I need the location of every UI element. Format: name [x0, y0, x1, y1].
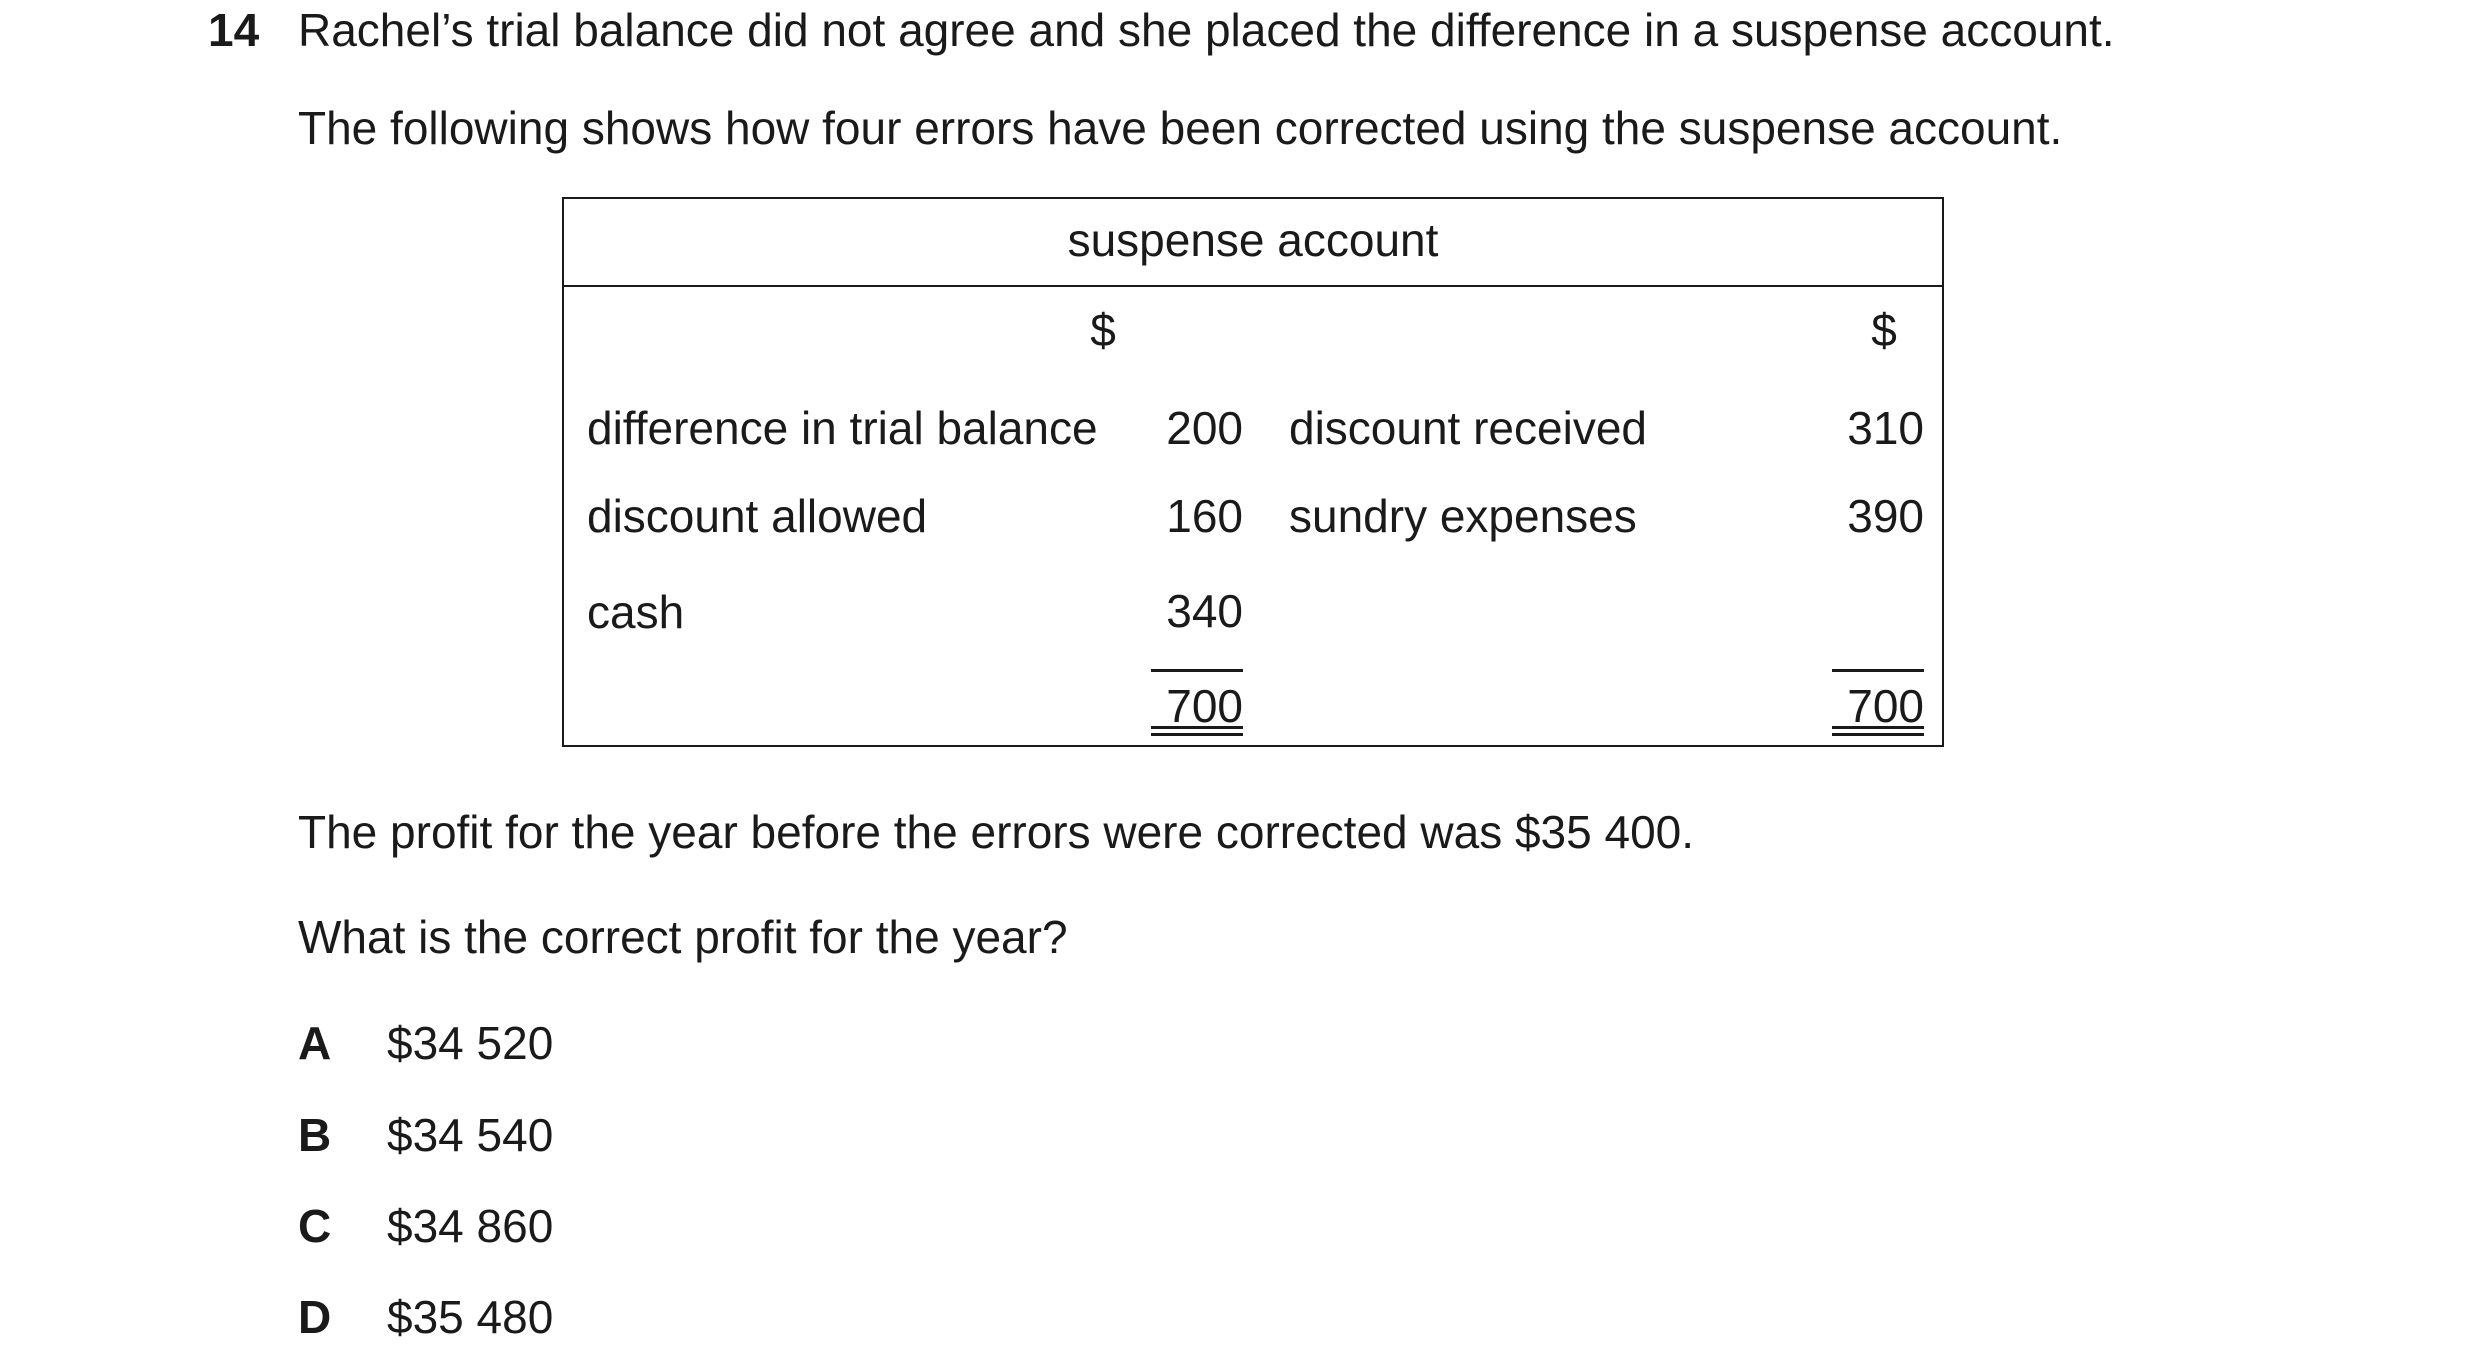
debit-total-rule	[1151, 669, 1243, 672]
debit-row-label: difference in trial balance	[587, 402, 1098, 454]
option-c-letter: C	[298, 1200, 332, 1252]
debit-row-label: cash	[587, 586, 685, 638]
debit-currency-label: $	[1090, 304, 1116, 356]
suspense-account-table	[562, 197, 1944, 747]
option-b-letter: B	[298, 1109, 332, 1161]
credit-total-rule	[1832, 669, 1924, 672]
credit-row-amount: 390	[1847, 490, 1924, 542]
credit-total: 700	[1847, 680, 1924, 732]
question-prompt: What is the correct profit for the year?	[298, 911, 1068, 963]
ledger-header	[564, 199, 1942, 287]
option-b-value: $34 540	[387, 1109, 554, 1161]
credit-currency-label: $	[1871, 304, 1897, 356]
option-c-value: $34 860	[387, 1200, 554, 1252]
question-number: 14	[208, 4, 260, 56]
credit-row-amount: 310	[1847, 402, 1924, 454]
option-a-letter: A	[298, 1017, 332, 1069]
question-intro: Rachel’s trial balance did not agree and she placed the difference in a suspense account.	[298, 4, 2115, 56]
debit-row-amount: 340	[1166, 585, 1243, 637]
credit-total-double-rule	[1832, 726, 1924, 736]
debit-row-label: discount allowed	[587, 490, 928, 542]
credit-row-label: discount received	[1289, 402, 1647, 454]
question-context: The following shows how four errors have been corrected using the suspense account.	[298, 102, 2063, 154]
ledger-title: suspense account	[1067, 214, 1439, 266]
profit-statement: The profit for the year before the errors were corrected was $35 400.	[298, 806, 1695, 858]
credit-row-label: sundry expenses	[1289, 490, 1637, 542]
option-d-value: $35 480	[387, 1291, 554, 1343]
debit-row-amount: 200	[1166, 402, 1243, 454]
debit-total: 700	[1166, 680, 1243, 732]
debit-row-amount: 160	[1166, 490, 1243, 542]
option-a-value: $34 520	[387, 1017, 554, 1069]
option-d-letter: D	[298, 1291, 332, 1343]
